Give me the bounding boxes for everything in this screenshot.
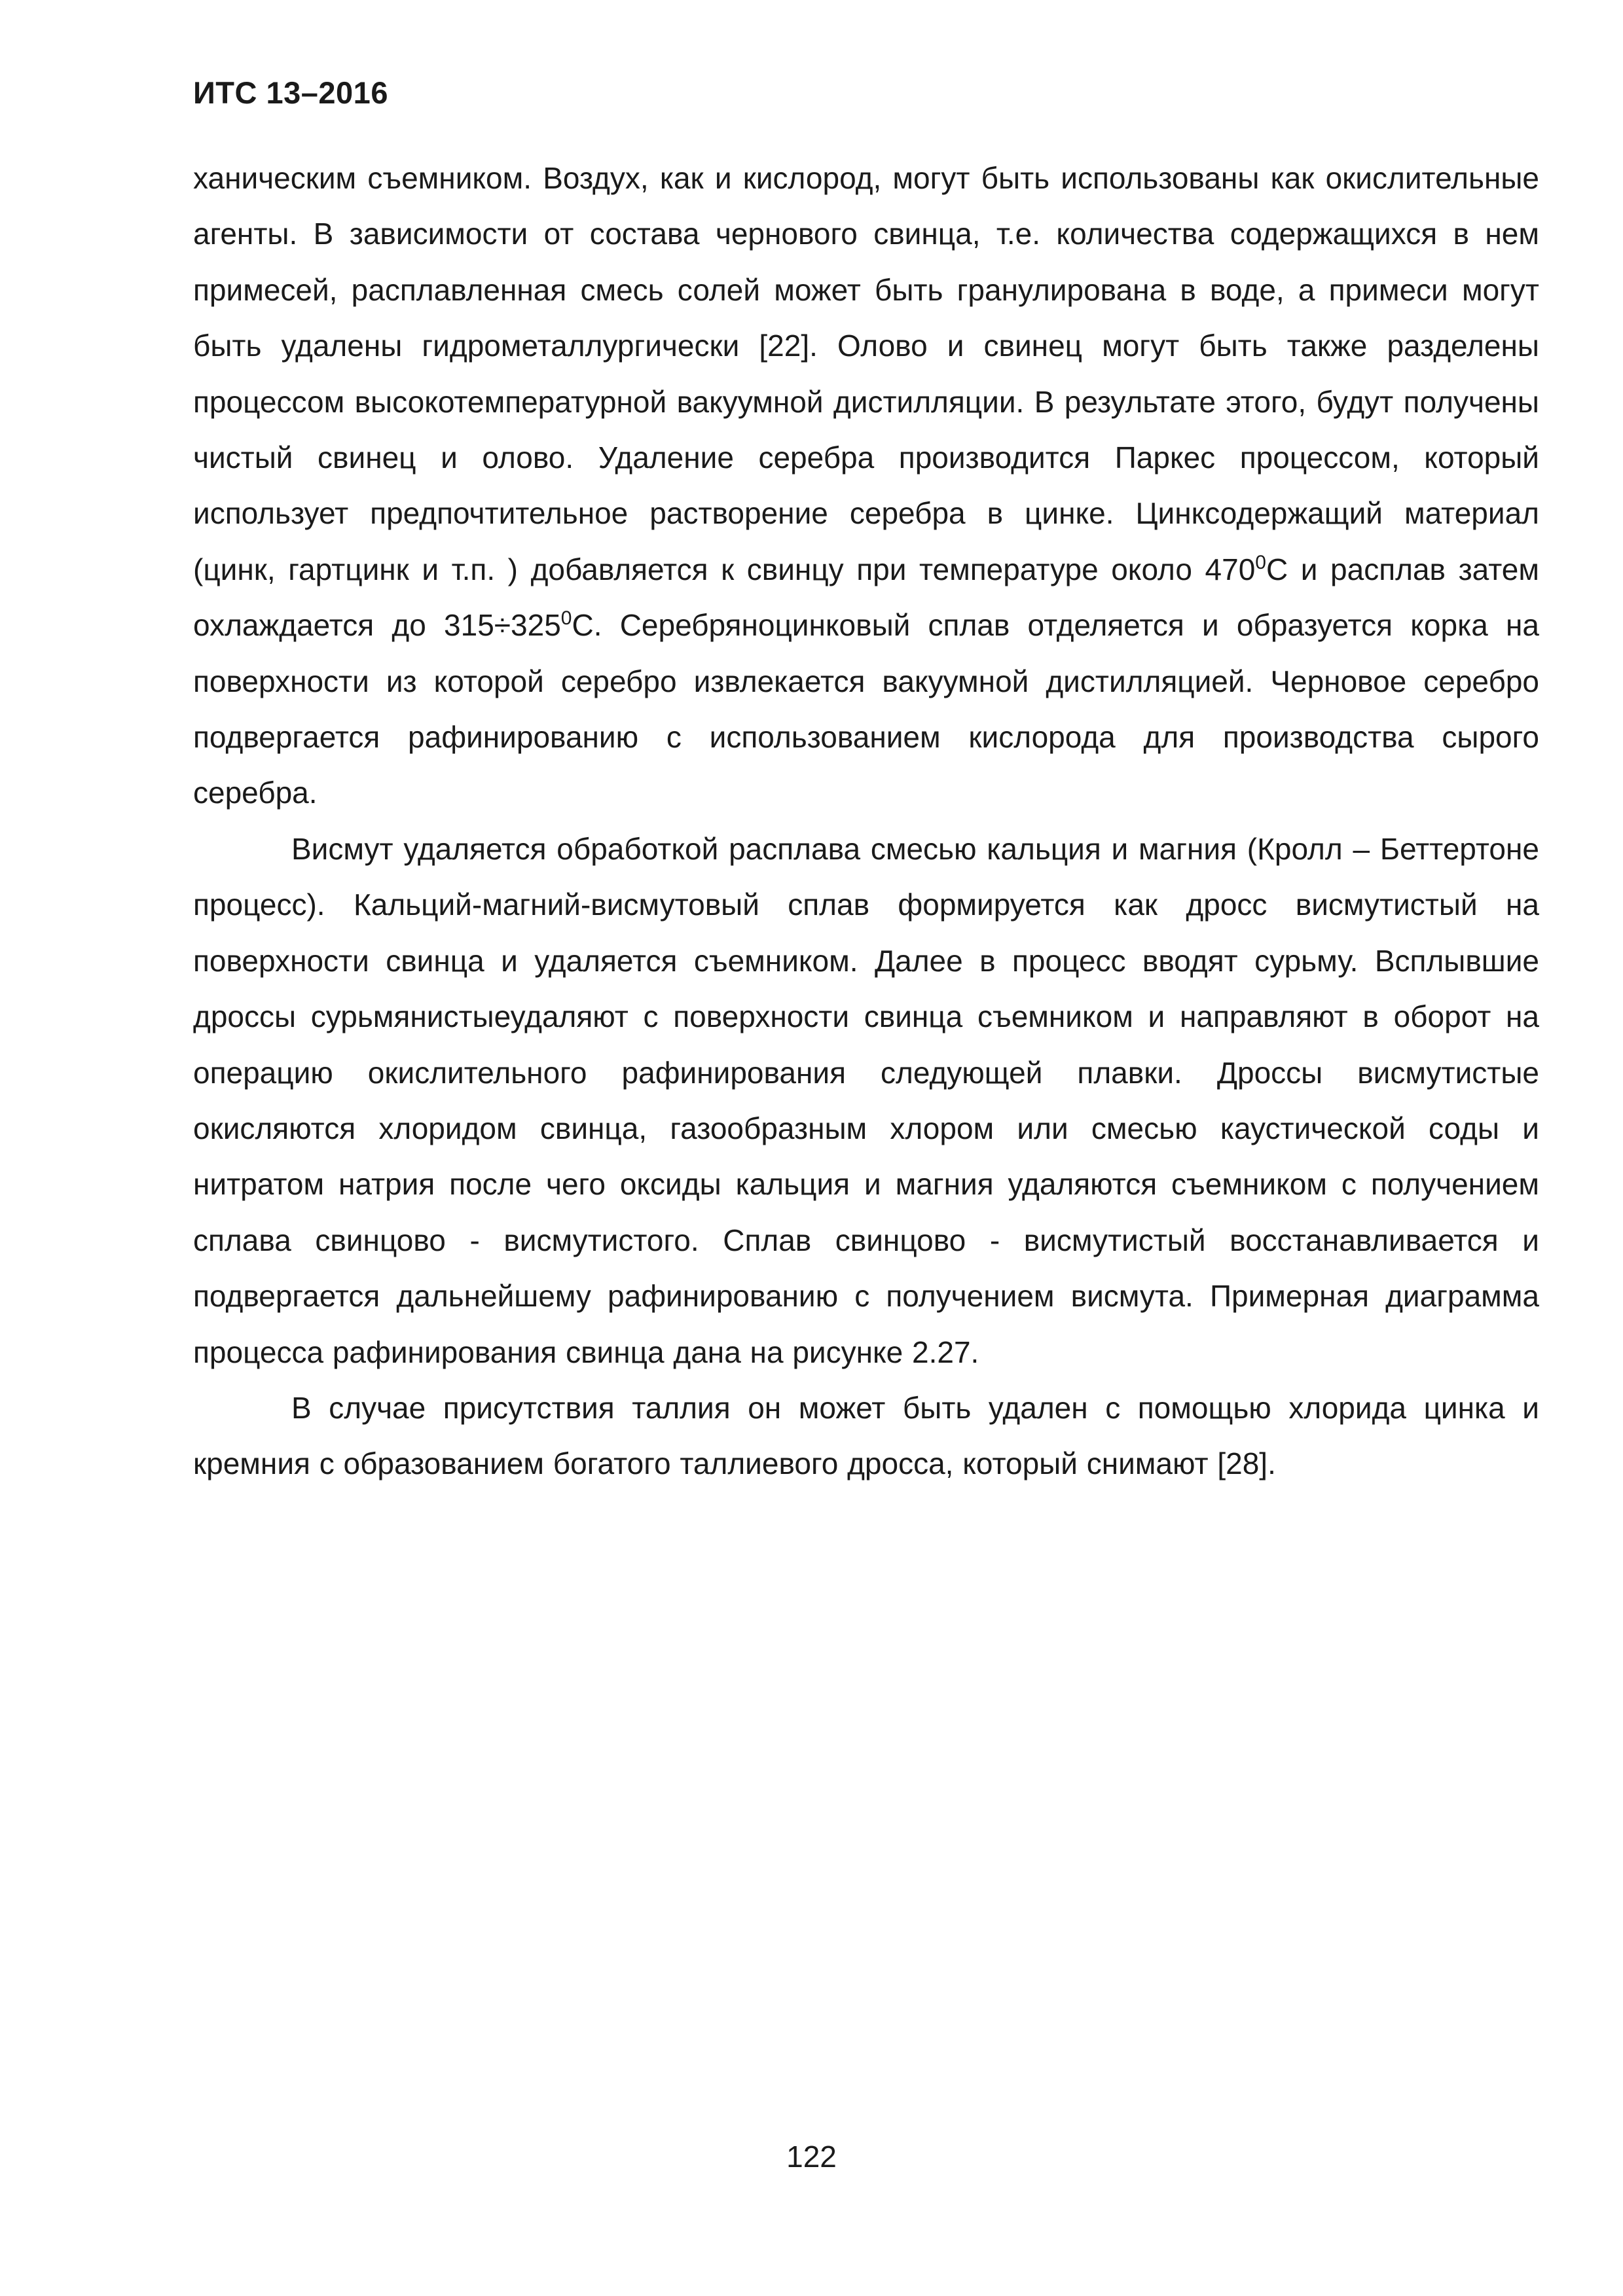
page-body bbox=[193, 151, 1539, 1492]
paragraph-thallium-removal: В случае присутствия таллия он может быть удален с помощью хлорида цинка и кремния с образованием богатого таллиевого дросса, который снимают [28]. bbox=[193, 1390, 1539, 1481]
paragraph-text: С и расплав затем охлаждается до 315÷325 bbox=[193, 552, 1539, 643]
degree-superscript: 0 bbox=[560, 607, 572, 630]
paragraph-bismuth-removal: Висмут удаляется обработкой расплава смесью кальция и магния (Кролл – Беттертоне процесс). Кальций-магний-висмутовый сплав формируется как дросс висмутистый на поверхности свинца и удаляется съемником. Далее в процесс вводят сурьму. Всплывшие дроссы сурьмянистыеудаляют с поверхности свинца съемником и направляют в оборот на операцию окислительного рафинирования следующей плавки. Дроссы висмутистые окисляются хлоридом свинца, газообразным хлором или смесью каустической соды и нитратом натрия после чего оксиды кальция и магния удаляются съемником с получением сплава свинцово - висмутистого. Сплав свинцово - висмутистый восстанавливается и подвергается дальнейшему рафинированию с получением висмута. Примерная диаграмма процесса рафинирования свинца дана на рисунке 2.27. bbox=[193, 831, 1539, 1369]
paragraph-text: С. Серебряноцинковый сплав отделяется и образуется корка на поверхности из которой серебро извлекается вакуумной дистилляцией. Черновое серебро подвергается рафинированию с использованием кислорода для производства сырого серебра. bbox=[193, 608, 1539, 810]
paragraph-text: ханическим съемником. Воздух, как и кислород, могут быть использованы как окислительные агенты. В зависимости от состава чернового свинца, т.е. количества содержащихся в нем примесей, расплавленная смесь солей может быть гранулирована в воде, а примеси могут быть удалены гидрометаллургически [22]. Олово и свинец могут быть также разделены процессом высокотемпературной вакуумной дистилляции. В результате этого, будут получены чистый свинец и олово. Удаление серебра производится Паркес процессом, который использует предпочтительное растворение серебра в цинке. Цинксодержащий материал (цинк, гартцинк и т.п. ) добавляется к свинцу при температуре около 470 bbox=[193, 161, 1539, 586]
degree-superscript: 0 bbox=[1255, 551, 1266, 573]
page-number: 122 bbox=[786, 2140, 837, 2174]
document-header-id: ИТС 13–2016 bbox=[193, 75, 388, 110]
paragraph-silver-removal bbox=[193, 151, 1539, 821]
